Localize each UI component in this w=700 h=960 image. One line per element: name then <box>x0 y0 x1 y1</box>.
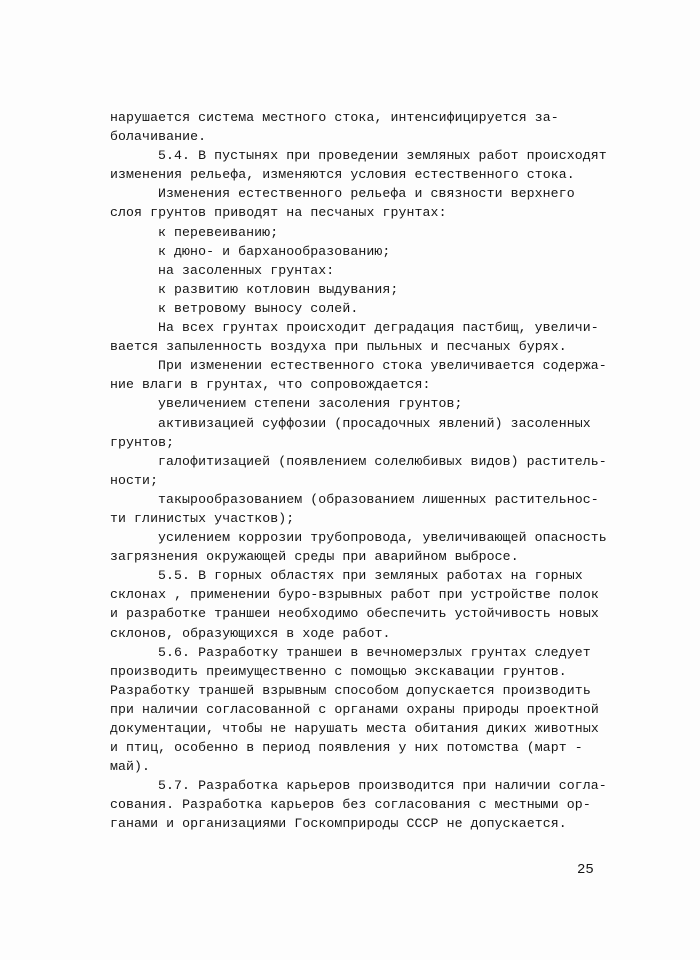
text-line: при наличии согласованной с органами охраны природы проектной <box>110 701 599 717</box>
text-line: к ветровому выносу солей. <box>158 300 359 316</box>
text-line: Разработку траншей взрывным способом допускается производить <box>110 682 591 698</box>
text-line: активизацией суффозии (просадочных явлений) засоленных <box>158 415 591 431</box>
text-line: усилением коррозии трубопровода, увеличивающей опасность <box>158 530 607 546</box>
text-line: грунтов; <box>110 434 175 450</box>
text-line: склонах , применении буро-взрывных работ при устройстве полок <box>110 587 599 603</box>
text-line: ности; <box>110 472 159 488</box>
text-line: склонов, образующихся в ходе работ. <box>110 625 391 641</box>
text-line: и птиц, особенно в период появления у них потомства (март - <box>110 740 583 756</box>
text-line: ганами и организациями Госкомприроды СССР не допускается. <box>110 816 567 832</box>
text-line: производить преимущественно с помощью экскавации грунтов. <box>110 663 567 679</box>
text-line: 5.4. В пустынях при проведении земляных работ происходят <box>158 148 607 164</box>
text-line: ние влаги в грунтах, что сопровождается: <box>110 377 431 393</box>
text-line: к развитию котловин выдувания; <box>158 281 399 297</box>
text-line: При изменении естественного стока увеличивается содержа- <box>158 358 607 374</box>
text-line: такырообразованием (образованием лишенных растительнос- <box>158 491 599 507</box>
text-line: изменения рельефа, изменяются условия естественного стока. <box>110 167 575 183</box>
text-line: май). <box>110 759 151 775</box>
text-line: галофитизацией (появлением солелюбивых видов) раститель- <box>158 453 607 469</box>
text-line: загрязнения окружающей среды при аварийном выбросе. <box>110 549 519 565</box>
text-line: документации, чтобы не нарушать места обитания диких животных <box>110 721 599 736</box>
page-number: 25 <box>577 862 594 878</box>
text-line: нарушается система местного стока, интенсифицируется за- <box>110 110 559 125</box>
text-line: Изменения естественного рельефа и связности верхнего <box>158 186 575 202</box>
text-line: На всех грунтах происходит деградация пастбищ, увеличи- <box>158 320 599 336</box>
text-line: к дюно- и барханообразованию; <box>158 243 391 259</box>
text-line: слоя грунтов приводят на песчаных грунтах: <box>110 205 447 221</box>
body-text <box>110 108 610 834</box>
text-line: на засоленных грунтах: <box>158 262 335 278</box>
text-line: вается запыленность воздуха при пыльных и песчаных бурях. <box>110 339 567 355</box>
text-line: 5.5. В горных областях при земляных работах на горных <box>158 568 583 584</box>
text-line: и разработке траншеи необходимо обеспечить устойчивость новых <box>110 606 599 622</box>
text-line: сования. Разработка карьеров без согласования с местными ор- <box>110 797 591 813</box>
text-line: ти глинистых участков); <box>110 510 295 526</box>
text-line: 5.7. Разработка карьеров производится при наличии согла- <box>158 778 607 794</box>
text-line: увеличением степени засоления грунтов; <box>158 396 463 412</box>
text-line: болачивание. <box>110 129 207 145</box>
text-line: 5.6. Разработку траншеи в вечномерзлых грунтах следует <box>158 644 591 660</box>
text-line: к перевеиванию; <box>158 224 279 240</box>
